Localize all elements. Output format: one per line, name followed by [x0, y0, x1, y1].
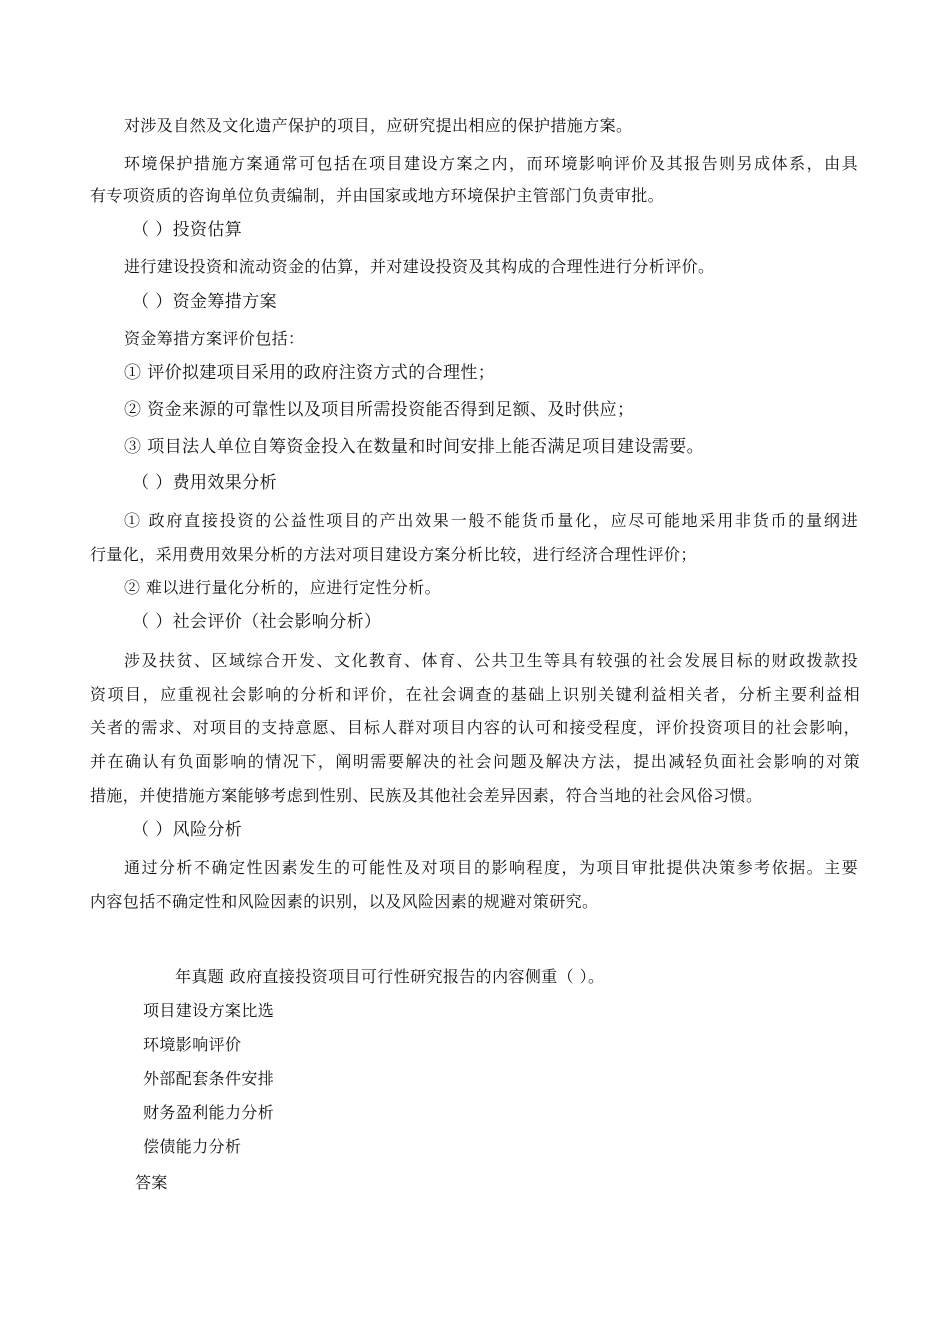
- paragraph-social-line-3: 关者的需求、对项目的支持意愿、目标人群对项目内容的认可和接受程度，评价投资项目的社会影响，: [90, 718, 860, 737]
- question-option-3: 外部配套条件安排: [143, 1069, 275, 1088]
- heading-investment-estimate: （ ）投资估算: [132, 220, 243, 240]
- heading-social-evaluation: （ ）社会评价（社会影响分析）: [132, 612, 382, 632]
- paragraph-funding-intro: 资金筹措方案评价包括：: [124, 329, 305, 348]
- paragraph-risk-line-2: 内容包括不确定性和风险因素的识别，以及风险因素的规避对策研究。: [90, 892, 599, 911]
- question-option-1: 项目建设方案比选: [143, 1001, 275, 1020]
- paragraph-social-line-4: 并在确认有负面影响的情况下，阐明需要解决的社会问题及解决方法，提出减轻负面社会影响的对策: [90, 752, 860, 771]
- question-stem: 年真题 政府直接投资项目可行性研究报告的内容侧重（ ）。: [175, 967, 605, 986]
- paragraph-risk-line-1: 通过分析不确定性因素发生的可能性及对项目的影响程度，为项目审批提供决策参考依据。主要: [124, 858, 858, 877]
- paragraph-social-line-1: 涉及扶贫、区域综合开发、文化教育、体育、公共卫生等具有较强的社会发展目标的财政拨款投: [124, 651, 858, 670]
- heading-cost-effectiveness: （ ）费用效果分析: [132, 473, 278, 493]
- paragraph-environment-line-2: 有专项资质的咨询单位负责编制，并由国家或地方环境保护主管部门负责审批。: [90, 186, 665, 205]
- paragraph-social-line-5: 措施，并使措施方案能够考虑到性别、民族及其他社会差异因素，符合当地的社会风俗习惯。: [90, 786, 763, 805]
- paragraph-environment-line-1: 环境保护措施方案通常可包括在项目建设方案之内，而环境影响评价及其报告则另成体系，由具: [124, 154, 858, 173]
- answer-label: 答案: [135, 1173, 168, 1192]
- paragraph-social-line-2: 资项目，应重视社会影响的分析和评价，在社会调查的基础上识别关键利益相关者，分析主要利益相: [90, 685, 860, 704]
- heading-funding-plan: （ ）资金筹措方案: [132, 292, 278, 312]
- list-item-funding-2: ② 资金来源的可靠性以及项目所需投资能否得到足额、及时供应；: [124, 400, 635, 420]
- list-item-cost-1-line-1: ① 政府直接投资的公益性项目的产出效果一般不能货币量化，应尽可能地采用非货币的量纲进: [124, 511, 858, 530]
- paragraph-heritage-protection: 对涉及自然及文化遗产保护的项目，应研究提出相应的保护措施方案。: [124, 116, 633, 135]
- question-option-4: 财务盈利能力分析: [143, 1103, 275, 1122]
- question-option-2: 环境影响评价: [143, 1035, 242, 1054]
- list-item-funding-3: ③ 项目法人单位自筹资金投入在数量和时间安排上能否满足项目建设需要。: [124, 437, 705, 457]
- list-item-cost-2: ② 难以进行量化分析的，应进行定性分析。: [124, 578, 442, 597]
- question-option-5: 偿债能力分析: [143, 1137, 242, 1156]
- paragraph-investment: 进行建设投资和流动资金的估算，并对建设投资及其构成的合理性进行分析评价。: [124, 257, 715, 276]
- heading-risk-analysis: （ ）风险分析: [132, 820, 243, 840]
- list-item-cost-1-line-2: 行量化，采用费用效果分析的方法对项目建设方案分析比较，进行经济合理性评价；: [90, 545, 697, 564]
- list-item-funding-1: ① 评价拟建项目采用的政府注资方式的合理性；: [124, 363, 496, 383]
